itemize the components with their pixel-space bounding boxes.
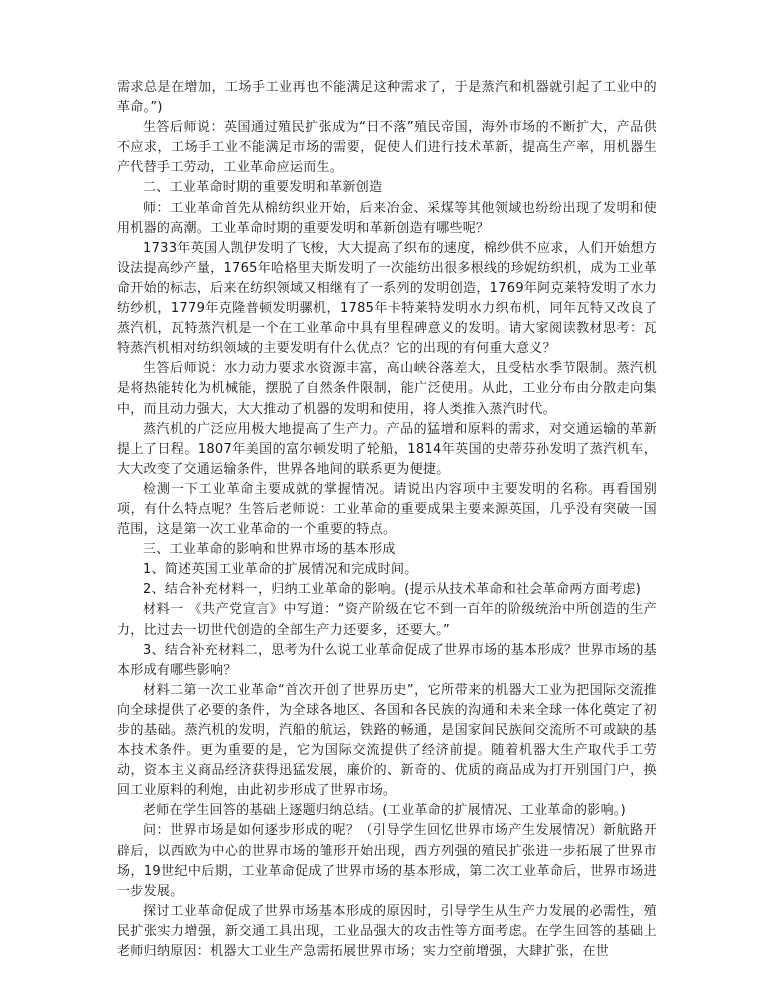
paragraph-teacher-conclusion: 老师在学生回答的基础上逐题归纳总结。(工业革命的扩展情况、工业革命的影响。) [143,803,627,819]
question-item-2: 2、结合补充材料一，归纳工业革命的影响。(提示从技术革命和社会革命两方面考虑) [143,582,642,598]
material-one: 材料一 《共产党宣言》中写道：“资产阶级在它不到一百年的阶级统治中所创造的生产力，比过去一切世代创造的全部生产力还要多，还要大。” [117,602,657,638]
paragraph-inventions-timeline: 1733年英国人凯伊发明了飞梭，大大提高了织布的速度，棉纱供不应求，人们开始想方设法提高纱产量，1765年哈格里夫斯发明了一次能纺出很多根线的珍妮纺织机，成为工业革命开始的标志，后来在纺织领域又相继有了一系列的发明创造，1769年阿克莱特发明了水力纺纱机，1779年克隆普顿发明骡机，1785年卡特莱特发明水力织布机，同年瓦特又改良了蒸汽机，瓦特蒸汽机是一个在工业革命中具有里程碑意义的发明。请大家阅读教材思考：瓦特蒸汽机相对纺织领域的主要发明有什么优点？它的出现的有何重大意义？ [117,240,657,357]
question-item-3: 3、结合补充材料二，思考为什么说工业革命促成了世界市场的基本形成？世界市场的基本形成有哪些影响？ [117,642,657,678]
paragraph-teacher-question: 师：工业革命首先从棉纺织业开始，后来冶金、采煤等其他领域也纷纷出现了发明和使用机器的高潮。工业革命时期的重要发明和革新创造有哪些呢？ [117,200,657,236]
paragraph-teacher-summary: 生答后师说：英国通过殖民扩张成为“日不落”殖民帝国，海外市场的不断扩大，产品供不应求，工场手工业不能满足市场的需要，促使人们进行技术革新，提高生产率，用机器生产代替手工劳动，工业革命应运而生。 [117,120,657,176]
material-two: 材料二第一次工业革命“首次开创了世界历史”，它所带来的机器大工业为把国际交流推向全球提供了必要的条件，为全球各地区、各国和各民族的沟通和未来全球一体化奠定了初步的基础。蒸汽机的发明，汽船的航运，铁路的畅通，是国家间民族间交流所不可或缺的基本技术条件。更为重要的是，它为国际交流提供了经济前提。随着机器大生产取代手工劳动，资本主义商品经济获得迅猛发展，廉价的、新奇的、优质的商品成为打开别国门户，换回工业原料的利炮，由此初步形成了世界市场。 [117,682,657,799]
paragraph-world-market-causes: 探讨工业革命促成了世界市场基本形成的原因时，引导学生从生产力发展的必需性，殖民扩张实力增强，新交通工具出现，工业品强大的攻击性等方面考虑。在学生回答的基础上老师归纳原因：机器大工业生产急需拓展世界市场；实力空前增强，大肆扩张，在世 [117,903,657,960]
question-item-1: 1、简述英国工业革命的扩展情况和完成时间。 [143,562,418,578]
paragraph-world-market-question: 问：世界市场是如何逐步形成的呢？（引导学生回忆世界市场产生发展情况）新航路开辟后，以西欧为中心的世界市场的雏形开始出现，西方列强的殖民扩张进一步拓展了世界市场，19世纪中后期，工业革命促成了世界市场的基本形成，第二次工业革命后，世界市场进一步发展。 [117,823,657,899]
paragraph-steam-engine-advantages: 生答后师说：水力动力要求水资源丰富，高山峡谷落差大，且受枯水季节限制。蒸汽机是将热能转化为机械能，摆脱了自然条件限制，能广泛使用。从此，工业分布由分散走向集中，而且动力强大，大大推动了机器的发明和使用，将人类推入蒸汽时代。 [117,361,657,417]
document-page [117,78,657,962]
paragraph-continuation: 需求总是在增加，工场手工业再也不能满足这种需求了，于是蒸汽和机器就引起了工业中的革命。”) [117,80,657,116]
section-heading-impact: 三、工业革命的影响和世界市场的基本形成 [143,542,396,558]
paragraph-knowledge-check: 检测一下工业革命主要成就的掌握情况。请说出内容项中主要发明的名称。再看国别项，有什么特点呢？生答后老师说：工业革命的重要成果主要来源英国，几乎没有突破一国范围，这是第一次工业革命的一个重要的特点。 [117,481,657,538]
paragraph-transport-innovations: 蒸汽机的广泛应用极大地提高了生产力。产品的猛增和原料的需求，对交通运输的革新提上了日程。1807年美国的富尔顿发明了轮船，1814年英国的史蒂芬孙发明了蒸汽机车，大大改变了交通运输条件，世界各地间的联系更为便捷。 [117,421,657,477]
section-heading-inventions: 二、工业革命时期的重要发明和革新创造 [143,180,383,196]
